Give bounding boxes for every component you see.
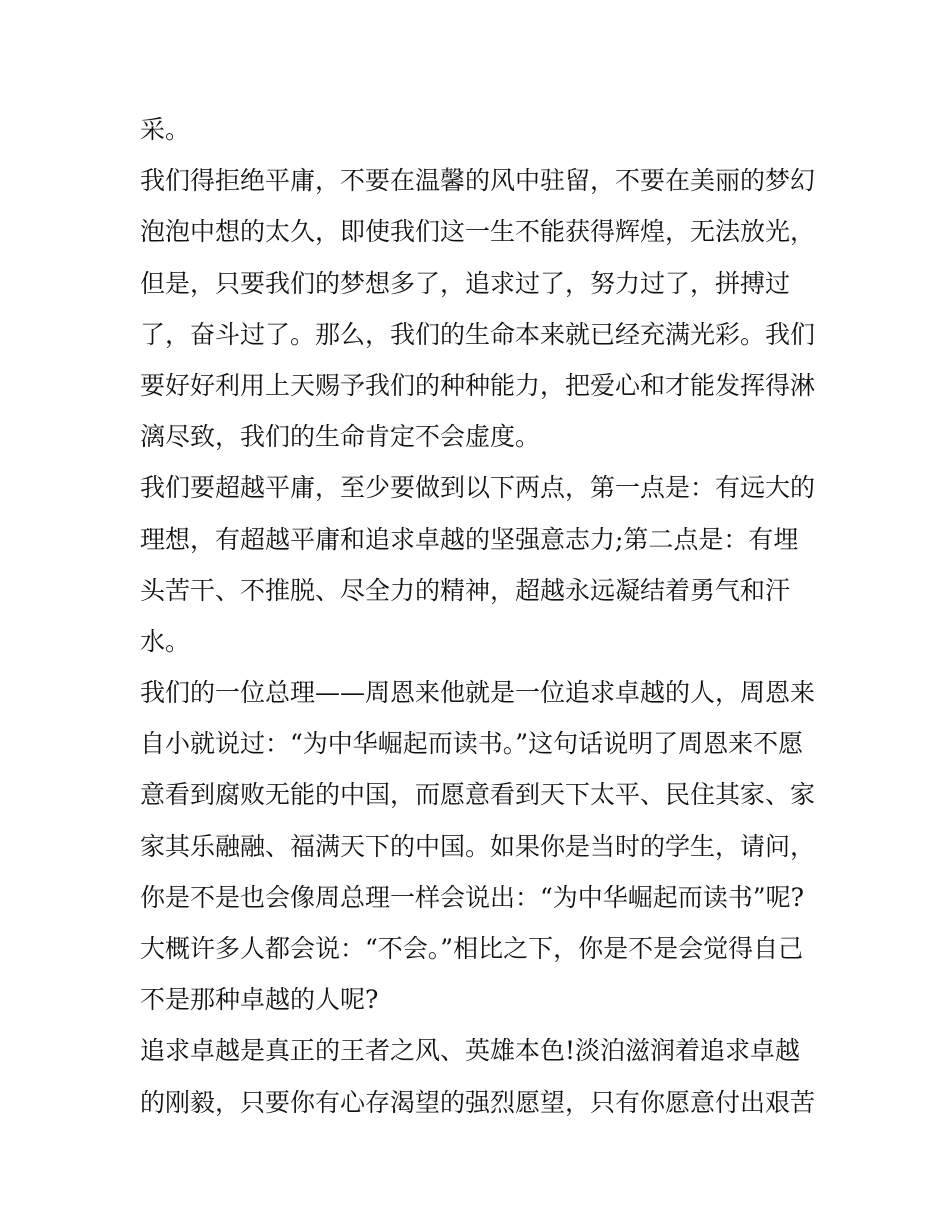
text-line: 家其乐融融、福满天下的中国。如果你是当时的学生，请问，: [140, 831, 816, 861]
text-line: 漓尽致，我们的生命肯定不会虚度。: [140, 422, 541, 452]
body-text: [140, 104, 816, 1128]
text-line: 头苦干、不推脱、尽全力的精神，超越永远凝结着勇气和汗: [140, 575, 791, 605]
text-line: 水。: [140, 626, 191, 656]
text-line: 了，奋斗过了。那么，我们的生命本来就已经充满光彩。我们: [140, 319, 816, 349]
text-line: 要好好利用上天赐予我们的种种能力，把爱心和才能发挥得淋: [140, 370, 816, 400]
text-line: 我们要超越平庸，至少要做到以下两点，第一点是：有远大的: [140, 473, 816, 503]
text-line: 我们的一位总理——周恩来他就是一位追求卓越的人，周恩来: [140, 678, 816, 708]
text-line: 我们得拒绝平庸，不要在温馨的风中驻留，不要在美丽的梦幻: [140, 166, 816, 196]
text-line: 采。: [140, 115, 191, 144]
text-line: 的刚毅，只要你有心存渴望的强烈愿望，只有你愿意付出艰苦: [140, 1087, 816, 1117]
text-line: 大概许多人都会说：“不会。”相比之下，你是不是会觉得自己: [140, 934, 804, 963]
text-line: 意看到腐败无能的中国，而愿意看到天下太平、民住其家、家: [140, 780, 816, 810]
text-line: 但是，只要我们的梦想多了，追求过了，努力过了，拼搏过: [140, 268, 791, 298]
text-line: 自小就说过：“为中华崛起而读书。”这句话说明了周恩来不愿: [140, 729, 804, 759]
text-line: 追求卓越是真正的王者之风、英雄本色!淡泊滋润着追求卓越: [140, 1036, 801, 1066]
text-line: 理想，有超越平庸和追求卓越的坚强意志力;第二点是：有埋: [140, 524, 799, 554]
text-line: 泡泡中想的太久，即使我们这一生不能获得辉煌，无法放光，: [140, 217, 816, 247]
text-line: 你是不是也会像周总理一样会说出：“为中华崛起而读书”呢?: [140, 882, 804, 912]
text-line: 不是那种卓越的人呢?: [140, 985, 379, 1015]
